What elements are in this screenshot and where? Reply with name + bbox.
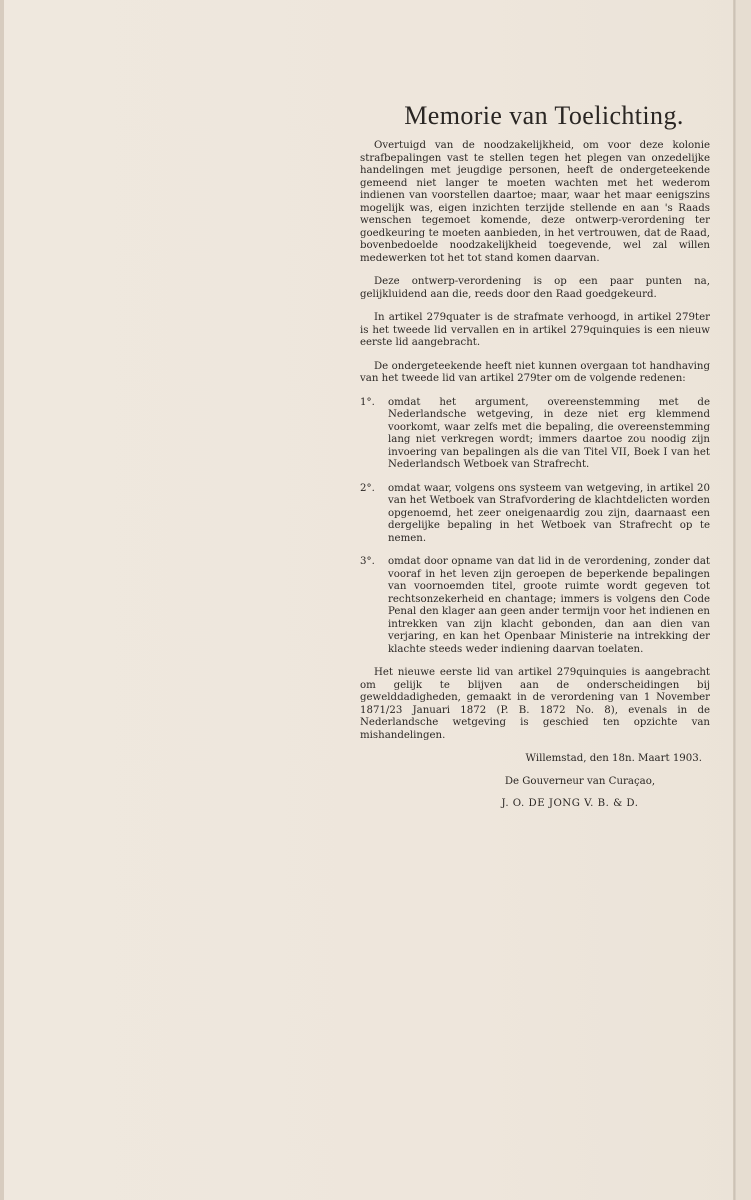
reason-number: 1°. bbox=[360, 396, 375, 408]
reason-item bbox=[360, 397, 710, 472]
reason-text: omdat het argument, overeenstemming met de Nederlandsche wetgeving, in deze niet erg klemmend voorkomt, waar zelfs met die bepaling, die overeenstemming lang niet verkregen wordt; immers daartoe zou noodig zijn invoering van bepalingen als die van Titel VII, Boek I van het Nederlandsch Wetboek van Strafrecht. bbox=[388, 396, 710, 470]
paragraph-reasons-lead: De ondergeteekende heeft niet kunnen overgaan tot handhaving van het tweede lid van artikel 279ter om de volgende redenen: bbox=[360, 360, 710, 384]
reason-item bbox=[360, 556, 710, 656]
paragraph-changes: In artikel 279quater is de strafmate verhoogd, in artikel 279ter is het tweede lid vervallen en in artikel 279quinquies is een nieuw eerste lid aangebracht. bbox=[360, 312, 710, 348]
signature-office: De Gouverneur van Curaçao, bbox=[504, 775, 656, 787]
paragraph-intro: Overtuigd van de noodzakelijkheid, om voor deze kolonie strafbepalingen vast te stellen tegen het plegen van onzedelijke handelingen met jeugdige personen, heeft de ondergeteekende gemeend niet langer te moeten wachten met het wederom indienen van voorstellen daartoe; maar, waar het maar eenigszins mogelijk was, eigen inzichten terzijde stellende en aan 's Raads wenschen tegemoet komende, deze ontwerp-verordening ter goedkeuring te moeten aanbieden, in het vertrouwen, dat de Raad, bovenbedoelde noodzakelijkheid toegevende, wel zal willen medewerken tot het tot stand komen daarvan. bbox=[360, 140, 710, 264]
reason-item bbox=[360, 483, 710, 546]
page-right-edge bbox=[736, 0, 751, 1200]
reason-text: omdat waar, volgens ons systeem van wetgeving, in artikel 20 van het Wetboek van Strafvordering de klachtdelicten worden opgenoemd, het zeer oneigenaardig zou zijn, daarnaast een dergelijke bepaling in het Wetboek van Strafrecht op te nemen. bbox=[388, 482, 710, 544]
document-body bbox=[360, 100, 710, 811]
signature-name: J. O. DE JONG V. B. & D. bbox=[501, 798, 639, 809]
reason-number: 2°. bbox=[360, 482, 375, 494]
reason-text: omdat door opname van dat lid in de verordening, zonder dat vooraf in het leven zijn geroepen de beperkende bepalingen van voornoemden titel, groote ruimte wordt gegeven tot rechtsonzekerheid en chantage; immers is volgens den Code Penal den klager aan geen ander termijn voor het indienen en intrekken van zijn klacht gebonden, dan aan dien van verjaring, en kan het Openbaar Ministerie na intrekking der klachte steeds weder indiening daarvan toelaten. bbox=[388, 556, 710, 655]
paragraph-similarity: Deze ontwerp-verordening is op een paar punten na, gelijkluidend aan die, reeds door den Raad goedgekeurd. bbox=[360, 276, 710, 300]
reason-number: 3°. bbox=[360, 556, 375, 567]
document-title: Memorie van Toelichting. bbox=[404, 101, 684, 130]
page-left-edge bbox=[0, 0, 4, 1200]
paragraph-closing: Het nieuwe eerste lid van artikel 279quinquies is aangebracht om gelijk te blijven aan de onderscheidingen bij gewelddadigheden, gemaakt in de verordening van 1 November 1871/23 Januari 1872 (P. B. 1872 No. 8), evenals in de Nederlandsche wetgeving is geschied ten opzichte van mishandelingen. bbox=[360, 667, 710, 741]
signature-place-date: Willemstad, den 18n. Maart 1903. bbox=[525, 753, 702, 764]
